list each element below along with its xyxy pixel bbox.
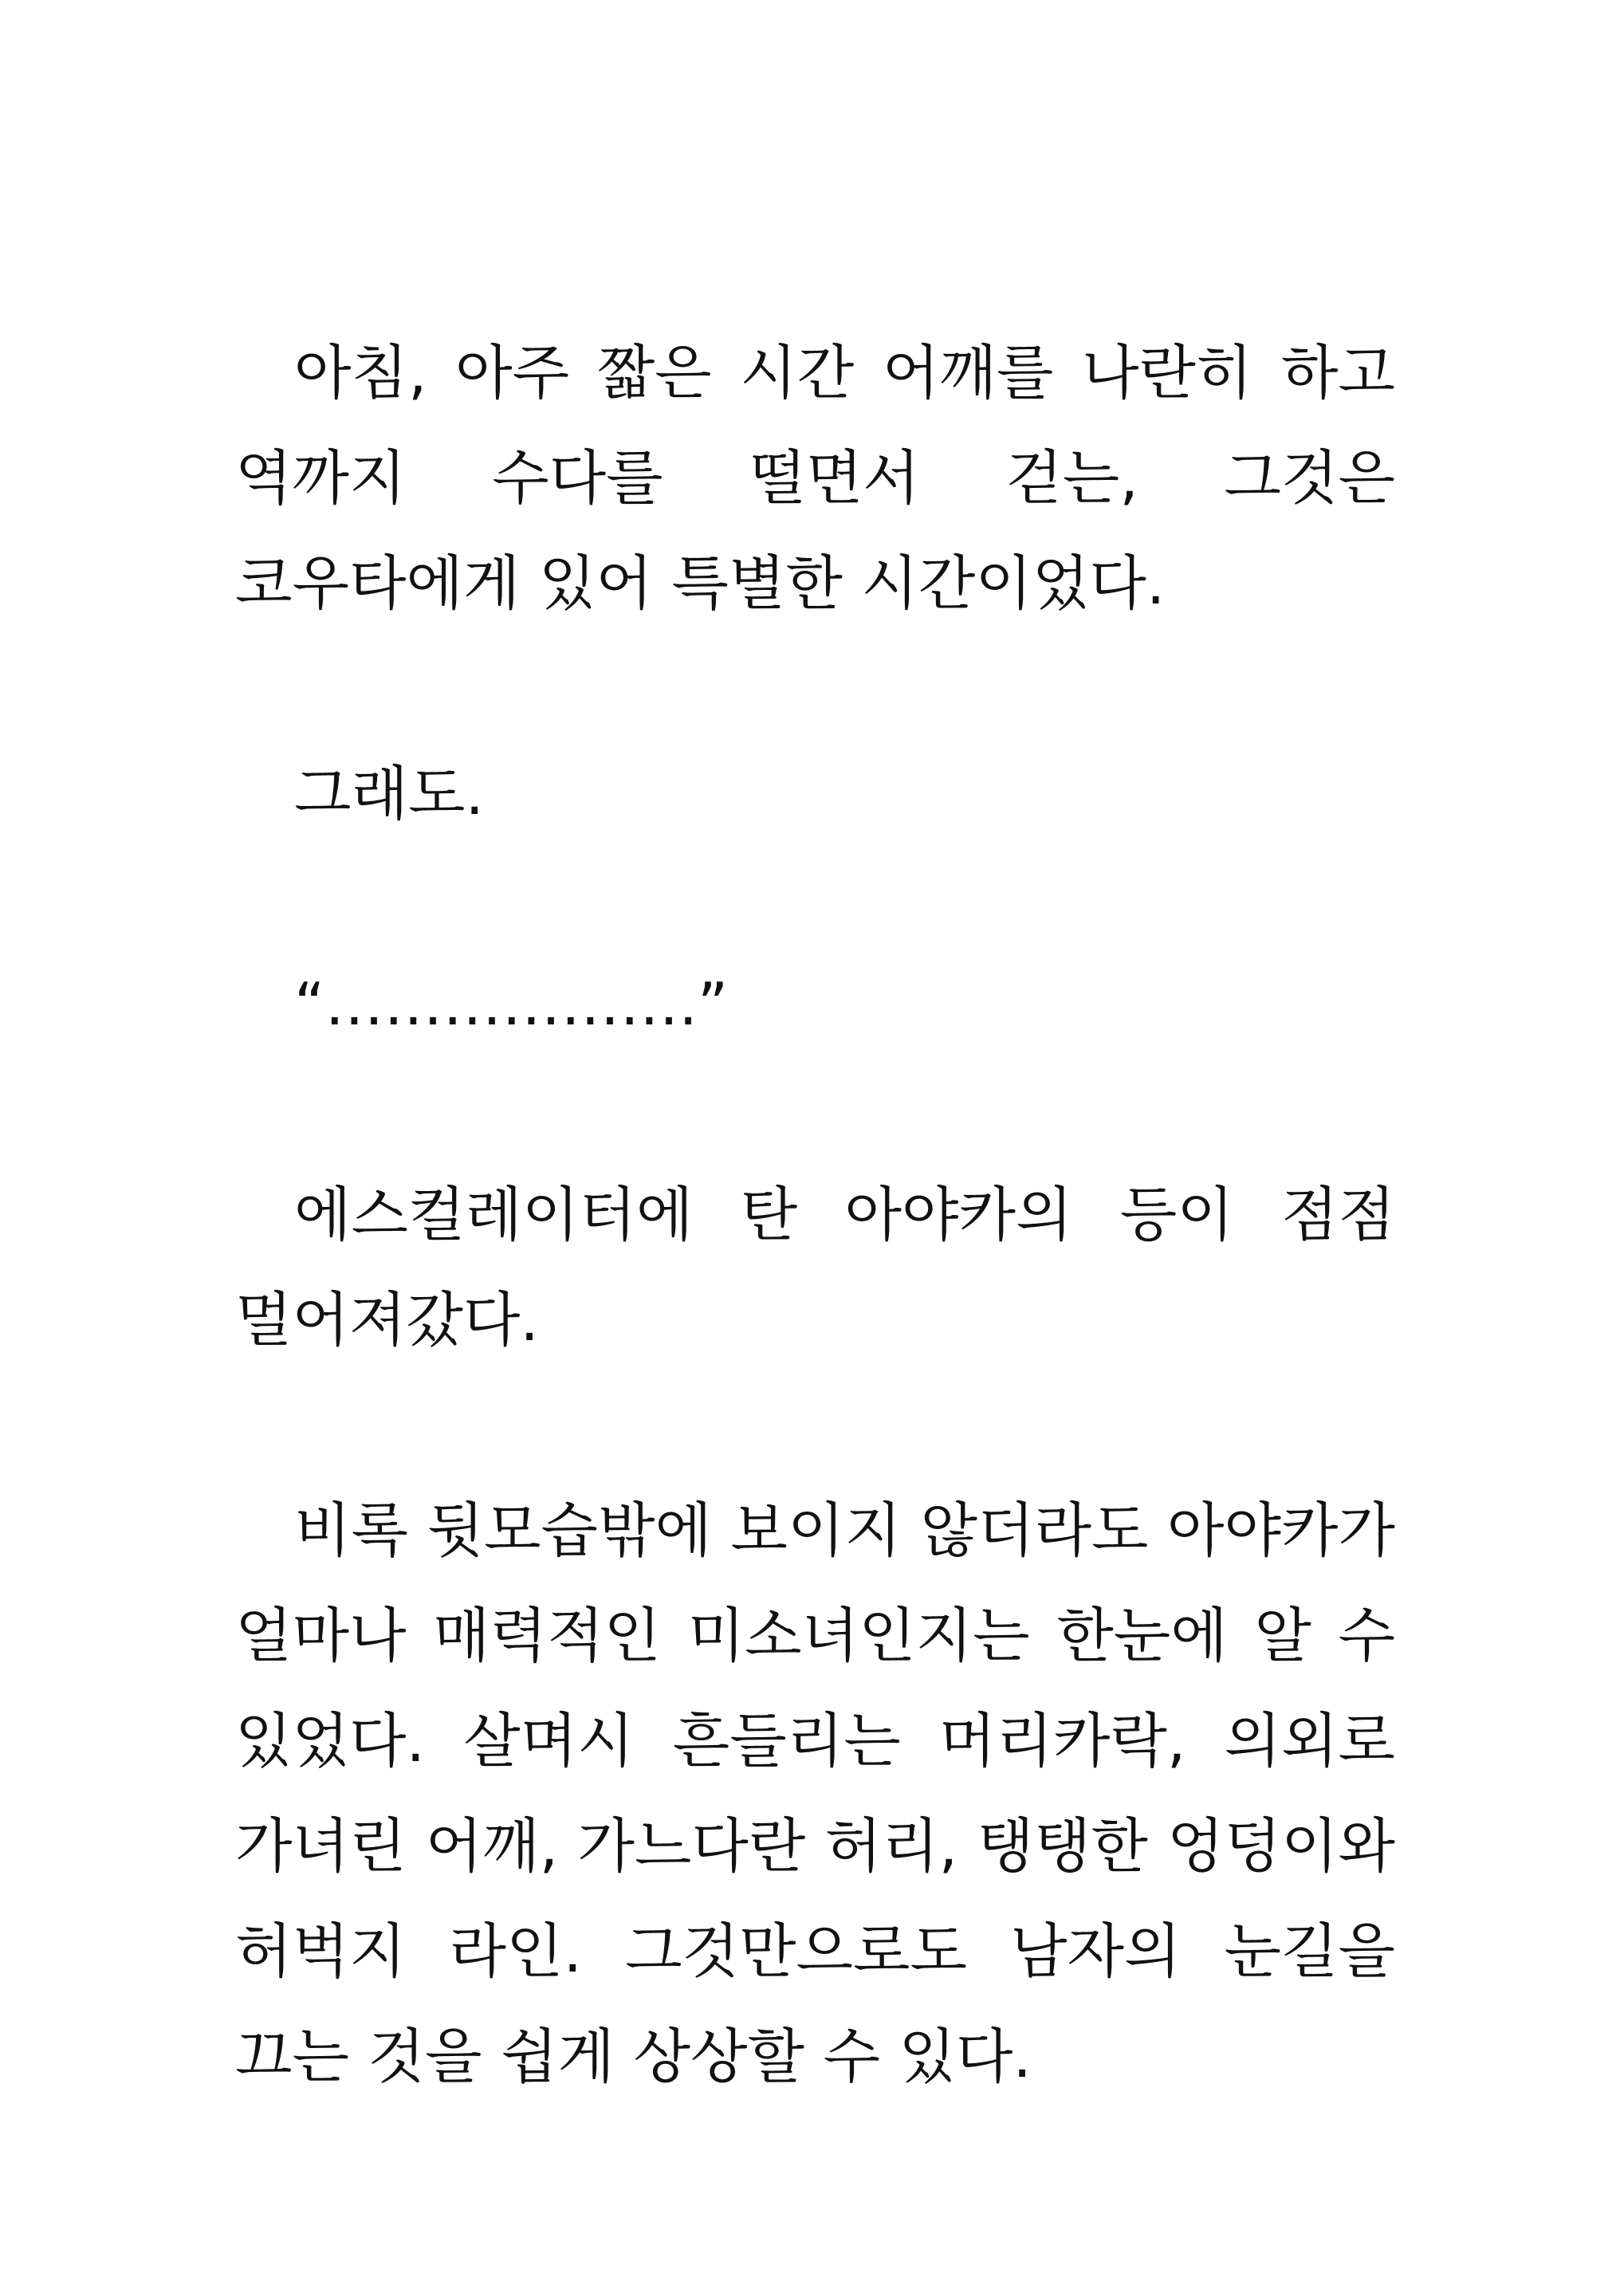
paragraph-2: 그래도. [294,760,484,828]
paragraph-5: 비록 뒷모습밖에 보이지 않더라도 아야카가 얼마나 매력적인 미소녀인지는 한눈에 알 수 있었다. 살며시 흔들리는 머리카락, 의외로 가녀린 어깨, 가느다란 허리, 탱탱한 엉덩이와 허벅지 라인. 그것만으로도 남자의 눈길을 끄는 것을 쉽게 상상할 수 있다. [235,1496,1395,2091]
paragraph-3: “……………….” [294,970,729,1039]
paragraph-4: 에스컬레이터에 탄 아야카의 등이 점점 멀어져갔다. [235,1181,1395,1354]
body-text [235,320,1395,2109]
paragraph-1: 아침, 아주 짧은 시간 어깨를 나란히 하고 역까지 수다를 떨면서 걷는, 그것은 코우타에게 있어 특별한 시간이었다. [235,339,1395,618]
